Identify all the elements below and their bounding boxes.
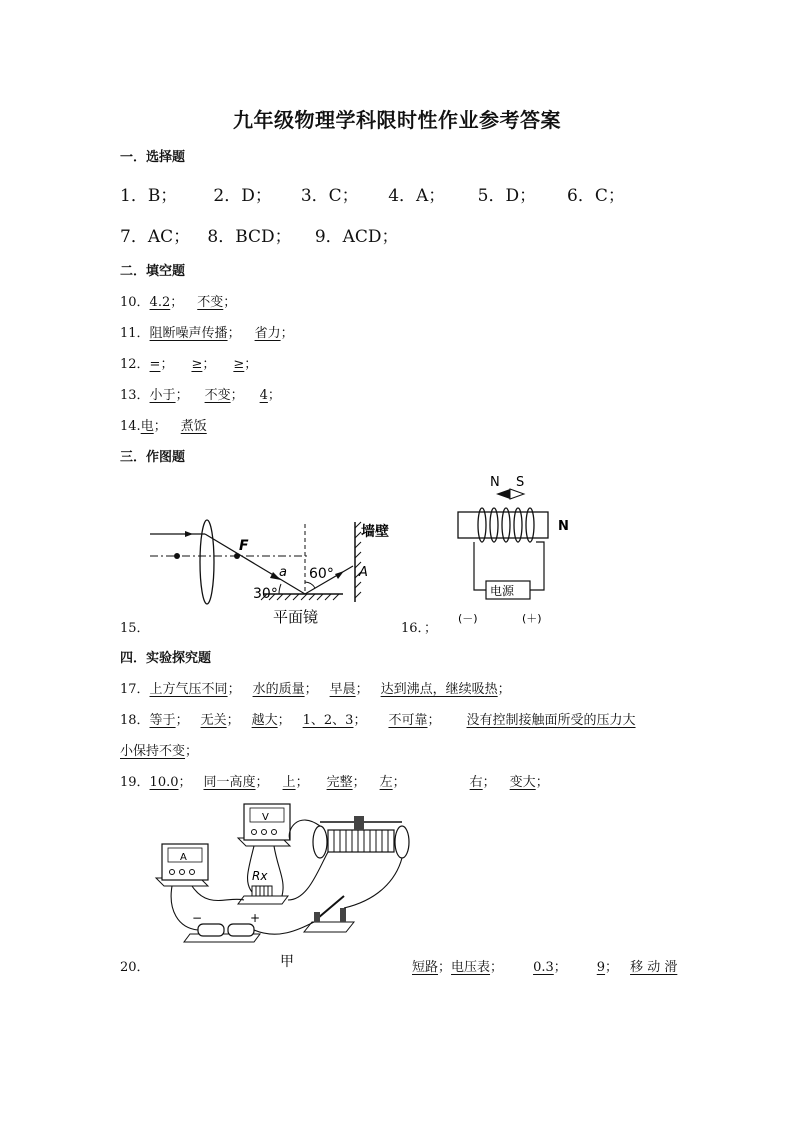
label-N-top: N xyxy=(490,475,500,490)
angle-arc-30 xyxy=(279,584,281,594)
compass-needle-icon xyxy=(510,489,524,499)
answer-18-cont: 小保持不变； xyxy=(120,744,199,759)
switch xyxy=(304,896,354,932)
battery-plus: + xyxy=(250,911,261,925)
optics-diagram xyxy=(145,514,405,634)
label-mirror: 平面镜 xyxy=(273,608,319,626)
section-choice: 一．选择题 xyxy=(120,150,186,165)
wire xyxy=(530,542,544,590)
choice-8: 8．BCD； xyxy=(207,227,292,247)
choice-3: 3．C； xyxy=(300,186,359,206)
compass-needle-icon xyxy=(496,489,510,499)
label-A: A xyxy=(359,565,368,580)
q15-label: 15． xyxy=(120,621,150,636)
refracted-ray xyxy=(205,534,305,594)
label-F: F xyxy=(239,538,249,554)
answer-11: 11．阻断噪声传播； 省力； xyxy=(120,326,294,341)
answer-18: 18．等于； 无关； 越大； 1、2、3； 不可靠； 没有控制接触面所受的压力大 xyxy=(120,713,636,728)
label-N-right: N xyxy=(558,519,569,534)
page-title: 九年级物理学科限时性作业参考答案 xyxy=(233,108,561,132)
battery xyxy=(184,911,260,942)
label-negative: (－) xyxy=(458,612,478,625)
label-positive: (＋) xyxy=(522,612,542,625)
ammeter-label: A xyxy=(180,852,187,863)
choice-1: 1．B； xyxy=(120,186,178,206)
battery-minus: − xyxy=(192,911,203,925)
answer-12: 12．=； ≥； ≥； xyxy=(120,357,258,372)
arrow-icon xyxy=(335,571,344,579)
answer-20: 短路；电压表； 0.3； 9； 移 动 滑 xyxy=(412,960,678,975)
choice-5: 5．D； xyxy=(477,186,537,206)
label-30: 30° xyxy=(253,586,278,602)
section-experiment: 四．实验探究题 xyxy=(120,651,212,666)
choice-7: 7．AC； xyxy=(120,227,191,247)
choice-4: 4．A； xyxy=(388,186,446,206)
q20-label: 20． xyxy=(120,960,150,975)
wire xyxy=(474,542,486,590)
section-drawing: 三．作图题 xyxy=(120,450,186,465)
label-S-top: S xyxy=(516,475,525,490)
voltmeter-label: V xyxy=(262,812,269,823)
voltmeter xyxy=(238,804,290,846)
choice-9: 9．ACD； xyxy=(314,227,399,247)
focus-left xyxy=(174,553,180,559)
section-fill: 二．填空题 xyxy=(120,264,186,279)
label-60: 60° xyxy=(309,566,334,582)
choice-row-2 xyxy=(120,222,399,247)
answer-13: 13．小于； 不变； 4； xyxy=(120,388,281,403)
arrow-icon xyxy=(185,531,193,537)
electromagnet-diagram xyxy=(448,470,588,630)
ammeter xyxy=(156,844,208,886)
rx-label: Rx xyxy=(252,869,268,883)
q16-label: 16．； xyxy=(401,621,438,636)
choice-6: 6．C； xyxy=(567,186,625,206)
answer-17: 17．上方气压不同； 水的质量； 早晨； 达到沸点，继续吸热； xyxy=(120,682,511,697)
angle-arc xyxy=(305,582,315,588)
answer-14: 14.电； 煮饭 xyxy=(120,419,207,434)
label-power: 电源 xyxy=(490,584,515,598)
coil xyxy=(478,508,534,542)
label-wall: 墙壁 xyxy=(361,524,389,540)
answer-19: 19．10.0； 同一高度； 上； 完整； 左； 右； 变大； xyxy=(120,775,549,790)
choice-row-1 xyxy=(120,181,625,206)
label-a: a xyxy=(279,565,287,580)
convex-lens xyxy=(200,520,214,604)
label-jia: 甲 xyxy=(280,954,294,970)
answer-10: 10．4.2； 不变； xyxy=(120,295,237,310)
rheostat xyxy=(313,816,409,858)
circuit-diagram xyxy=(148,800,418,970)
choice-2: 2．D； xyxy=(213,186,272,206)
